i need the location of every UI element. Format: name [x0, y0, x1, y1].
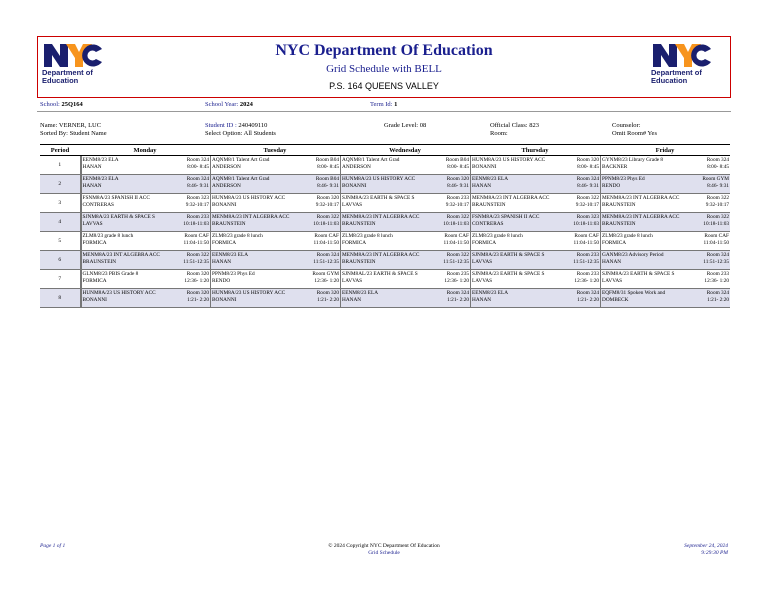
course-code: MENM8A/23 INT ALGEBRA ACC — [602, 195, 680, 201]
student-id-value: 240409110 — [238, 122, 268, 129]
class-entry — [340, 251, 470, 269]
class-entry — [210, 270, 340, 288]
period-number: 4 — [40, 213, 80, 232]
room-number: Room 233 — [576, 271, 599, 277]
class-entry — [470, 270, 600, 288]
class-time: 8:46- 9:31 — [317, 183, 339, 189]
class-time: 12:36- 1:20 — [184, 278, 209, 284]
room-number: Room GYM — [312, 271, 339, 277]
teacher-name: BRAUNSTEIN — [342, 259, 376, 265]
course-code: FSNM8A/23 SPANISH II ACC — [82, 195, 150, 201]
room-number: Room 324 — [186, 157, 209, 163]
class-time: 9:32-10:17 — [705, 202, 729, 208]
schedule-cell — [600, 175, 730, 194]
class-time: 1:21- 2:20 — [187, 297, 209, 303]
counselor-field: Counselor: — [612, 122, 641, 129]
period-number: 2 — [40, 175, 80, 194]
schedule-grid — [40, 144, 730, 308]
class-entry — [81, 289, 211, 307]
schedule-cell — [80, 194, 210, 213]
course-code: MENM8A/23 INT ALGEBRA ACC — [342, 214, 420, 220]
room-number: Room B04 — [315, 176, 339, 182]
class-time: 1:21- 2:20 — [317, 297, 339, 303]
term-value: 1 — [394, 101, 398, 108]
student-name: Name: VERNER, LUC — [40, 122, 102, 129]
course-code: HUNM8A/23 US HISTORY ACC — [342, 176, 416, 182]
schedule-cell — [210, 156, 340, 175]
room-number: Room 323 — [186, 195, 209, 201]
column-header-day: Thursday — [470, 145, 600, 156]
print-date: September 24, 2024 — [684, 543, 728, 549]
school-label: School: — [40, 101, 60, 108]
room-number: Room 324 — [576, 176, 599, 182]
schedule-row — [40, 251, 730, 270]
course-code: GANM8/23 Advisory Period — [602, 252, 664, 258]
class-entry — [470, 156, 600, 174]
teacher-name: LAVVAS — [342, 278, 363, 284]
course-code: SJNM8A/23 EARTH & SPACE S — [82, 214, 155, 220]
course-code: EENM8/23 ELA — [472, 176, 509, 182]
class-time: 10:18-11:03 — [313, 221, 339, 227]
teacher-name: FORMICA — [472, 240, 497, 246]
schedule-row — [40, 194, 730, 213]
room-number: Room 322 — [186, 252, 209, 258]
course-code: AQNM8/1 Talent Art Grad — [342, 157, 400, 163]
schedule-cell — [80, 251, 210, 270]
class-time: 11:04-11:50 — [703, 240, 729, 246]
class-time: 11:04-11:50 — [183, 240, 209, 246]
teacher-name: BONANNI — [82, 297, 107, 303]
class-entry — [470, 289, 600, 307]
class-time: 8:00- 8:45 — [447, 164, 469, 170]
teacher-name: CONTRERAS — [472, 221, 504, 227]
schedule-cell — [600, 270, 730, 289]
course-code: EENM8/23 ELA — [82, 157, 119, 163]
period-number: 3 — [40, 194, 80, 213]
teacher-name: RENDO — [212, 278, 231, 284]
class-time: 9:32-10:17 — [315, 202, 339, 208]
room-number: Room 323 — [576, 214, 599, 220]
schedule-cell — [340, 270, 470, 289]
room-number: Room 320 — [186, 271, 209, 277]
room-number: Room 322 — [446, 252, 469, 258]
class-time: 11:51-12:35 — [703, 259, 729, 265]
teacher-name: HANAN — [212, 259, 232, 265]
teacher-name: ANDERSON — [342, 164, 371, 170]
report-subtitle: Grid Schedule with BELL — [326, 63, 442, 75]
class-time: 1:21- 2:20 — [707, 297, 729, 303]
room-number: Room 324 — [706, 157, 729, 163]
period-number: 8 — [40, 289, 80, 308]
room-number: Room 322 — [446, 214, 469, 220]
schedule-cell — [470, 213, 600, 232]
schedule-cell — [80, 213, 210, 232]
teacher-name: HANAN — [82, 164, 102, 170]
course-code: MENM8A/23 INT ALGEBRA ACC — [82, 252, 160, 258]
teacher-name: RENDO — [602, 183, 621, 189]
class-time: 12:36- 1:20 — [574, 278, 599, 284]
class-time: 1:21- 2:20 — [577, 297, 599, 303]
course-code: ZLM8/23 grade 8 lunch — [212, 233, 263, 239]
room-number: Room 320 — [316, 195, 339, 201]
student-id-label: Student ID : — [205, 122, 237, 129]
room-number: Room 324 — [706, 290, 729, 296]
schedule-row — [40, 289, 730, 308]
schedule-cell — [80, 175, 210, 194]
class-entry — [600, 270, 730, 288]
schedule-cell — [470, 232, 600, 251]
course-code: AQNM8/1 Talent Art Grad — [212, 157, 270, 163]
room-number: Room 320 — [576, 157, 599, 163]
course-code: ZLM8/23 grade 8 lunch — [342, 233, 393, 239]
class-time: 8:00- 8:45 — [317, 164, 339, 170]
schedule-cell — [600, 213, 730, 232]
room-number: Room 324 — [706, 252, 729, 258]
room-number: Room 235 — [446, 271, 469, 277]
course-code: GLNM8/23 PBIS Grade 8 — [82, 271, 139, 277]
column-header-day: Wednesday — [340, 145, 470, 156]
teacher-name: BONANNI — [212, 202, 237, 208]
course-code: MENM8A/23 INT ALGEBRA ACC — [342, 252, 420, 258]
schedule-cell — [600, 289, 730, 308]
class-time: 11:04-11:50 — [573, 240, 599, 246]
schedule-cell — [600, 156, 730, 175]
course-code: FSNM8A/23 SPANISH II ACC — [472, 214, 540, 220]
class-entry — [600, 213, 730, 231]
logo-text: Department of Education — [651, 68, 702, 85]
schedule-cell — [340, 156, 470, 175]
class-time: 10:18-11:03 — [703, 221, 729, 227]
course-code: MENM8A/23 INT ALGEBRA ACC — [212, 214, 290, 220]
class-time: 8:00- 8:45 — [187, 164, 209, 170]
print-time: 9:29:30 PM — [701, 550, 728, 556]
class-entry — [81, 251, 211, 269]
course-code: EQFM8/31 Spoken Work and — [602, 290, 666, 296]
grade-level: Grade Level: 08 — [384, 122, 427, 129]
room-number: Room 320 — [446, 176, 469, 182]
course-code: SJNM8A/23 EARTH & SPACE S — [472, 271, 545, 277]
sorted-by: Sorted By: Student Name — [40, 130, 107, 137]
period-number: 5 — [40, 232, 80, 251]
class-entry — [340, 232, 470, 250]
schedule-cell — [340, 194, 470, 213]
teacher-name: ANDERSON — [212, 183, 241, 189]
teacher-name: LAVVAS — [472, 278, 493, 284]
class-time: 9:32-10:17 — [185, 202, 209, 208]
class-entry — [210, 156, 340, 174]
class-time: 12:36- 1:20 — [314, 278, 339, 284]
schedule-row — [40, 232, 730, 251]
room-number: Room B04 — [445, 157, 469, 163]
course-code: PPNM8/23 Phys Ed — [212, 271, 255, 277]
course-code: ZLM8/23 grade 8 lunch — [82, 233, 134, 239]
class-entry — [210, 289, 340, 307]
room-number: Room CAF — [574, 233, 599, 239]
class-time: 10:18-11:03 — [573, 221, 599, 227]
teacher-name: BONANNI — [342, 183, 367, 189]
school-name: P.S. 164 QUEENS VALLEY — [329, 81, 439, 91]
schedule-cell — [340, 232, 470, 251]
teacher-name: HANAN — [82, 183, 102, 189]
teacher-name: FORMICA — [342, 240, 367, 246]
schedule-cell — [80, 232, 210, 251]
schedule-cell — [210, 232, 340, 251]
class-time: 12:36- 1:20 — [704, 278, 729, 284]
course-code: ZLM8/23 grade 8 lunch — [602, 233, 653, 239]
room-number: Room 322 — [706, 214, 729, 220]
schedule-row — [40, 156, 730, 175]
class-time: 11:04-11:50 — [313, 240, 339, 246]
room-number: Room 233 — [706, 271, 729, 277]
room-number: Room 324 — [446, 290, 469, 296]
column-header-day: Friday — [600, 145, 730, 156]
page-number: Page 1 of 1 — [40, 543, 66, 549]
class-time: 10:18-11:03 — [443, 221, 469, 227]
room-number: Room 324 — [316, 252, 339, 258]
class-entry — [340, 270, 470, 288]
room-number: Room CAF — [444, 233, 469, 239]
school-value: 25Q164 — [61, 101, 83, 108]
class-entry — [470, 194, 600, 212]
course-code: EENM8/23 ELA — [82, 176, 119, 182]
class-entry — [210, 251, 340, 269]
teacher-name: LAVVAS — [342, 202, 363, 208]
official-class: Official Class: 823 — [490, 122, 539, 129]
teacher-name: LAVVAS — [602, 278, 623, 284]
teacher-name: HANAN — [602, 259, 622, 265]
report-name: Grid Schedule — [368, 550, 400, 556]
class-time: 9:32-10:17 — [575, 202, 599, 208]
room-number: Room 320 — [316, 290, 339, 296]
schedule-cell — [210, 289, 340, 308]
course-code: AQNM8/1 Talent Art Grad — [212, 176, 270, 182]
schedule-cell — [470, 251, 600, 270]
class-time: 11:51-12:35 — [183, 259, 209, 265]
course-code: SJNM8A/23 EARTH & SPACE S — [472, 252, 545, 258]
schedule-cell — [470, 194, 600, 213]
schedule-cell — [340, 251, 470, 270]
room-number: Room 324 — [576, 290, 599, 296]
class-time: 11:51-12:35 — [573, 259, 599, 265]
room-number: Room 320 — [186, 290, 209, 296]
class-entry — [81, 270, 211, 288]
room-number: Room 233 — [446, 195, 469, 201]
teacher-name: BACKNER — [602, 164, 628, 170]
class-entry — [470, 232, 600, 250]
schedule-cell — [600, 232, 730, 251]
course-code: EENM8/23 ELA — [472, 290, 509, 296]
schedule-cell — [600, 251, 730, 270]
class-time: 8:00- 8:45 — [707, 164, 729, 170]
teacher-name: FORMICA — [82, 278, 107, 284]
course-code: EENM8/23 ELA — [342, 290, 379, 296]
room-number: Room CAF — [704, 233, 729, 239]
class-time: 12:36- 1:20 — [444, 278, 469, 284]
teacher-name: BRAUNSTEIN — [602, 221, 636, 227]
schedule-cell — [340, 289, 470, 308]
schedule-cell — [80, 289, 210, 308]
class-time: 11:51-12:35 — [443, 259, 469, 265]
period-number: 6 — [40, 251, 80, 270]
room-number: Room 233 — [186, 214, 209, 220]
course-code: ZLM8/23 grade 8 lunch — [472, 233, 523, 239]
column-header-day: Monday — [80, 145, 210, 156]
schedule-row — [40, 213, 730, 232]
class-time: 8:46- 9:31 — [187, 183, 209, 189]
schedule-row — [40, 270, 730, 289]
class-entry — [600, 156, 730, 174]
class-entry — [600, 175, 730, 193]
year-field — [205, 101, 253, 109]
teacher-name: FORMICA — [212, 240, 237, 246]
room-number: Room 233 — [576, 252, 599, 258]
class-time: 1:21- 2:20 — [447, 297, 469, 303]
schedule-cell — [470, 289, 600, 308]
class-entry — [81, 232, 211, 250]
course-code: SJNM8AL/23 EARTH & SPACE S — [342, 271, 418, 277]
teacher-name: LAVVAS — [82, 221, 103, 227]
class-time: 8:46- 9:31 — [707, 183, 729, 189]
course-code: PPNM8/23 Phys Ed — [602, 176, 645, 182]
class-entry — [340, 289, 470, 307]
course-code: HUNM8A/23 US HISTORY ACC — [82, 290, 156, 296]
class-entry — [600, 289, 730, 307]
schedule-cell — [80, 156, 210, 175]
schedule-cell — [600, 194, 730, 213]
column-header-day: Tuesday — [210, 145, 340, 156]
room-number: Room 322 — [706, 195, 729, 201]
teacher-name: BRAUNSTEIN — [212, 221, 246, 227]
logo-text: Department of Education — [42, 68, 93, 85]
class-time: 8:46- 9:31 — [447, 183, 469, 189]
class-entry — [210, 232, 340, 250]
schedule-row — [40, 175, 730, 194]
class-time: 8:46- 9:31 — [577, 183, 599, 189]
column-header-period: Period — [40, 145, 80, 156]
year-value: 2024 — [239, 101, 253, 108]
course-code: HUNM8A/23 US HISTORY ACC — [472, 157, 546, 163]
class-entry — [600, 232, 730, 250]
schedule-cell — [470, 156, 600, 175]
teacher-name: BONANNI — [212, 297, 237, 303]
schedule-cell — [210, 251, 340, 270]
period-number: 7 — [40, 270, 80, 289]
class-entry — [210, 213, 340, 231]
teacher-name: HANAN — [342, 297, 362, 303]
class-entry — [600, 194, 730, 212]
class-entry — [340, 213, 470, 231]
class-time: 11:04-11:50 — [443, 240, 469, 246]
course-code: HUNM8A/23 US HISTORY ACC — [212, 195, 286, 201]
student-id-field — [205, 122, 267, 130]
schedule-cell — [340, 175, 470, 194]
teacher-name: BONANNI — [472, 164, 497, 170]
teacher-name: BRAUNSTEIN — [602, 202, 636, 208]
room-number: Room 322 — [576, 195, 599, 201]
room-number: Room CAF — [314, 233, 339, 239]
schedule-cell — [210, 270, 340, 289]
room-number: Room B04 — [315, 157, 339, 163]
room-number: Room CAF — [184, 233, 209, 239]
teacher-name: FORMICA — [602, 240, 627, 246]
course-code: GYNM8/23 Library Grade 8 — [602, 157, 664, 163]
class-time: 10:18-11:03 — [183, 221, 209, 227]
teacher-name: LAVVAS — [472, 259, 493, 265]
teacher-name: BRAUNSTEIN — [472, 202, 506, 208]
term-field — [370, 101, 397, 109]
teacher-name: HANAN — [472, 297, 492, 303]
report-title: NYC Department Of Education — [275, 42, 493, 59]
class-time: 9:32-10:17 — [445, 202, 469, 208]
course-code: MENM8A/23 INT ALGEBRA ACC — [602, 214, 680, 220]
class-time: 11:51-12:35 — [313, 259, 339, 265]
grid-header-row — [40, 145, 730, 156]
teacher-name: DOMBECK — [602, 297, 629, 303]
class-entry — [340, 156, 470, 174]
term-label: Term Id: — [370, 101, 393, 108]
class-entry — [210, 175, 340, 193]
schedule-cell — [210, 213, 340, 232]
class-entry — [81, 156, 211, 174]
schedule-cell — [80, 270, 210, 289]
schedule-cell — [210, 194, 340, 213]
room-number: Room 324 — [186, 176, 209, 182]
class-entry — [210, 194, 340, 212]
course-code: HUNM8A/23 US HISTORY ACC — [212, 290, 286, 296]
class-entry — [340, 194, 470, 212]
period-number: 1 — [40, 156, 80, 175]
course-code: SJNM8A/23 EARTH & SPACE S — [342, 195, 415, 201]
course-code: EENM8/23 ELA — [212, 252, 249, 258]
teacher-name: ANDERSON — [212, 164, 241, 170]
room-field: Room: — [490, 130, 508, 137]
course-code: SJNM8A/23 EARTH & SPACE S — [602, 271, 675, 277]
class-entry — [340, 175, 470, 193]
class-entry — [600, 251, 730, 269]
schedule-cell — [210, 175, 340, 194]
room-number: Room 322 — [316, 214, 339, 220]
teacher-name: BRAUNSTEIN — [82, 259, 117, 265]
school-field — [40, 101, 83, 109]
teacher-name: HANAN — [472, 183, 492, 189]
room-number: Room GYM — [702, 176, 729, 182]
omit-room: Omit Room# Yes — [612, 130, 657, 137]
select-option: Select Option: All Students — [205, 130, 276, 137]
schedule-cell — [340, 213, 470, 232]
class-time: 8:00- 8:45 — [577, 164, 599, 170]
class-entry — [470, 213, 600, 231]
teacher-name: CONTRERAS — [82, 202, 114, 208]
copyright: © 2024 Copyright NYC Department Of Education — [328, 543, 440, 549]
year-label: School Year: — [205, 101, 239, 108]
teacher-name: BRAUNSTEIN — [342, 221, 376, 227]
class-entry — [81, 194, 211, 212]
divider — [37, 111, 731, 112]
class-entry — [470, 251, 600, 269]
course-code: MENM8A/23 INT ALGEBRA ACC — [472, 195, 550, 201]
schedule-cell — [470, 175, 600, 194]
class-entry — [81, 213, 211, 231]
class-entry — [470, 175, 600, 193]
class-entry — [81, 175, 211, 193]
schedule-cell — [470, 270, 600, 289]
teacher-name: FORMICA — [82, 240, 107, 246]
